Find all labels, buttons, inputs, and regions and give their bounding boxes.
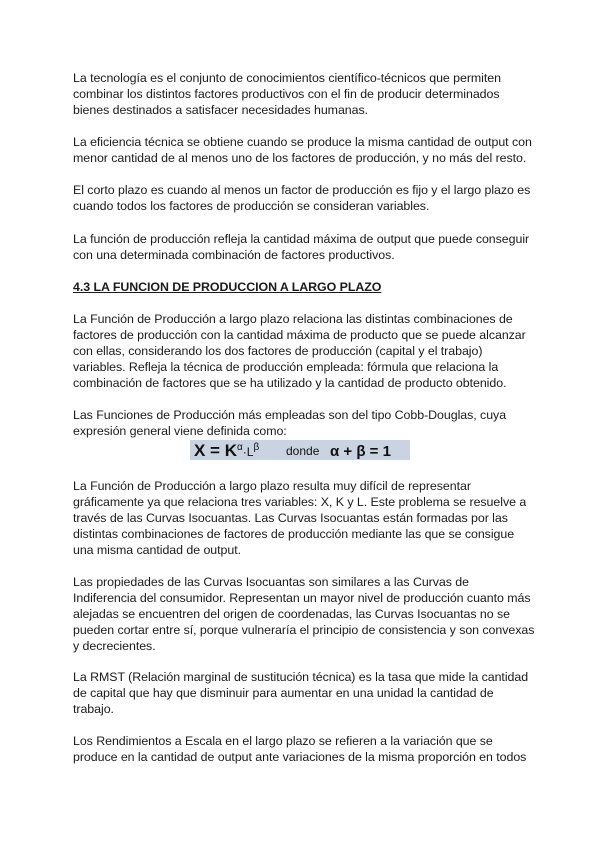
text-line: con una determinada combinación de factores productivos. (73, 248, 395, 262)
text-line: La tecnología es el conjunto de conocimientos científico-técnicos que permiten (73, 71, 501, 85)
paragraph-eficiencia-tecnica (73, 134, 533, 166)
text-line: Las propiedades de las Curvas Isocuantas son similares a las Curvas de (73, 575, 469, 589)
text-line: produce en la cantidad de output ante variaciones de la misma proporción en todos (73, 750, 527, 764)
text-line: bienes destinados a satisfacer necesidades humanas. (73, 103, 369, 117)
text-line: menor cantidad de al menos uno de los factores de producción, y no más del resto. (73, 151, 527, 165)
paragraph-rmst (73, 669, 533, 717)
paragraph-largo-plazo (73, 311, 533, 391)
text-line: variables. Refleja la técnica de producción empleada: fórmula que relaciona la (73, 360, 499, 374)
paragraph-tecnologia (73, 70, 533, 118)
text-line: distintas combinaciones de factores de producción mediante las que se consigue (73, 527, 515, 541)
text-line: través de las Curvas Isocuantas. Las Curvas Isocuantas están formadas por las (73, 511, 508, 525)
text-line: El corto plazo es cuando al menos un factor de producción es fijo y el largo plazo es (73, 183, 531, 197)
formula-dot-l: ·L (242, 445, 254, 459)
cobb-douglas-formula (190, 440, 410, 460)
text-line: Los Rendimientos a Escala en el largo plazo se refieren a la variación que se (73, 734, 493, 748)
text-line: combinación de factores que se ha utilizado y la cantidad de producto obtenido. (73, 376, 507, 390)
text-line: y decrecientes. (73, 639, 156, 653)
paragraph-cobb-douglas (73, 407, 533, 439)
text-line: La Función de Producción a largo plazo resulta muy difícil de representar (73, 479, 471, 493)
text-line: Las Funciones de Producción más empleadas son del tipo Cobb-Douglas, cuya (73, 408, 507, 422)
paragraph-rendimientos-escala (73, 733, 533, 765)
paragraph-corto-largo-plazo (73, 182, 533, 214)
formula-donde: donde (286, 444, 320, 458)
formula-exponent-alpha: α (237, 442, 243, 453)
paragraph-isocuantas-propiedades (73, 574, 533, 654)
text-line: factores de producción con la cantidad máxima de producto que se puede alcanzar (73, 328, 526, 342)
formula-exponent-beta: β (253, 442, 260, 453)
formula-rhs: α + β = 1 (330, 443, 391, 460)
text-line: alejadas se encuentren del origen de coordenadas, las Curvas Isocuantas no se (73, 607, 510, 621)
text-line: cuando todos los factores de producción se consideran variables. (73, 199, 430, 213)
text-line: trabajo. (73, 702, 114, 716)
formula-lhs: X = K (194, 441, 237, 460)
text-line: pueden cortar entre sí, porque vulneraría el principio de consistencia y son convexas (73, 623, 535, 637)
paragraph-isocuantas-intro (73, 478, 533, 558)
text-line: La RMST (Relación marginal de sustitución técnica) es la tasa que mide la cantidad (73, 670, 529, 684)
text-line: de capital que hay que disminuir para aumentar en una unidad la cantidad de (73, 686, 494, 700)
text-line: La eficiencia técnica se obtiene cuando se produce la misma cantidad de output con (73, 135, 532, 149)
text-line: La Función de Producción a largo plazo relaciona las distintas combinaciones de (73, 312, 513, 326)
text-line: una misma cantidad de output. (73, 543, 241, 557)
text-line: combinar los distintos factores productivos con el fin de producir determinados (73, 87, 500, 101)
text-line: con ellas, considerando los dos factores de producción (capital y el trabajo) (73, 344, 483, 358)
section-heading: 4.3 LA FUNCION DE PRODUCCION A LARGO PLAZO (73, 280, 382, 294)
paragraph-funcion-produccion (73, 231, 533, 263)
text-line: expresión general viene definida como: (73, 424, 287, 438)
text-line: gráficamente ya que relaciona tres variables: X, K y L. Este problema se resuelve a (73, 495, 527, 509)
text-line: Indiferencia del consumidor. Representan un mayor nivel de producción cuanto más (73, 591, 531, 605)
text-line: La función de producción refleja la cantidad máxima de output que puede conseguir (73, 232, 530, 246)
